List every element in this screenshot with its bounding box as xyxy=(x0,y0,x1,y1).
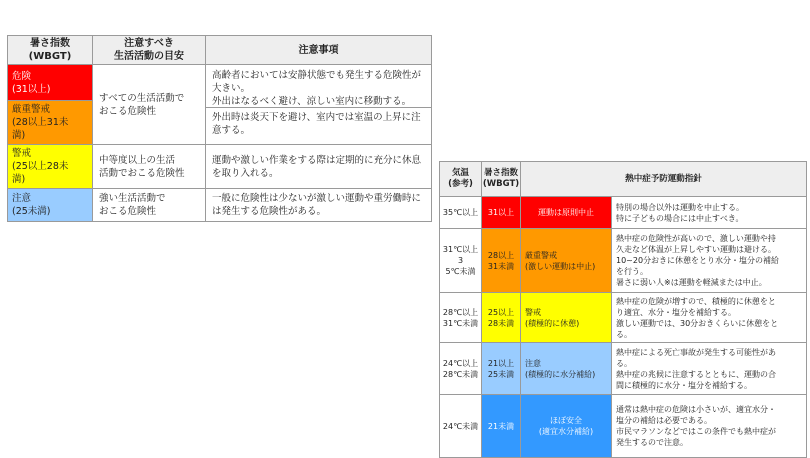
guideline-cell: 熱中症の危険性が高いので、激しい運動や持 久走など体温が上昇しやすい運動は避ける。 10~20分おきに休憩をとり水分・塩分の補給 を行う。 暑さに弱い人※は運動を軽減または中止。 xyxy=(612,229,807,293)
header-notes: 注意事項 xyxy=(206,36,432,65)
table-row xyxy=(440,395,807,458)
guideline-cell: 熱中症による死亡事故が発生する可能性があ る。 熱中症の兆候に注意するとともに、運動の合 間に積極的に水分・塩分を補給する。 xyxy=(612,343,807,395)
guideline-cell: 特別の場合以外は運動を中止する。 特に子どもの場合には中止すべき。 xyxy=(612,197,807,229)
table-row xyxy=(440,293,807,343)
wbgt-range-cell: 21以上 25未満 xyxy=(482,343,521,395)
wbgt-range-cell: 28以上 31未満 xyxy=(482,229,521,293)
wbgt-range-cell: 25以上 28未満 xyxy=(482,293,521,343)
table-header-row xyxy=(8,36,432,65)
level-cell: 警戒 (積極的に休憩) xyxy=(521,293,612,343)
temperature-cell: 28℃以上 31℃未満 xyxy=(440,293,482,343)
header-wbgt: 暑さ指数 (WBGT) xyxy=(482,162,521,197)
notes-danger: 高齢者においては安静状態でも発生する危険性が 大きい。 外出はなるべく避け、涼しい室内に移動する。 xyxy=(212,70,422,107)
table-row xyxy=(440,229,807,293)
header-guideline: 熱中症予防運動指針 xyxy=(521,162,807,197)
level-danger: 危険 (31以上) xyxy=(8,65,93,101)
temperature-cell: 31℃以上3 5℃未満 xyxy=(440,229,482,293)
level-cell: 運動は原則中止 xyxy=(521,197,612,229)
table-row xyxy=(8,65,432,101)
activity-moderate: 中等度以上の生活 活動でおこる危険性 xyxy=(93,145,206,189)
notes-warning: 運動や激しい作業をする際は定期的に充分に休息 を取り入れる。 xyxy=(206,145,432,189)
wbgt-range-cell: 31以上 xyxy=(482,197,521,229)
activity-strong: 強い生活活動で おこる危険性 xyxy=(93,189,206,222)
heatstroke-exercise-guideline-table xyxy=(439,161,807,458)
guideline-cell: 通常は熱中症の危険は小さいが、適宜水分・ 塩分の補給は必要である。 市民マラソンなどではこの条件でも熱中症が 発生するので注意。 xyxy=(612,395,807,458)
activity-all: すべての生活活動で おこる危険性 xyxy=(93,65,206,145)
level-cell: ほぼ安全 (適宜水分補給) xyxy=(521,395,612,458)
level-severe: 厳重警戒 (28以上31未 満) xyxy=(8,101,93,145)
level-cell: 注意 (積極的に水分補給) xyxy=(521,343,612,395)
wbgt-range-cell: 21未満 xyxy=(482,395,521,458)
header-wbgt: 暑さ指数 (WBGT) xyxy=(8,36,93,65)
temperature-cell: 24℃未満 xyxy=(440,395,482,458)
header-temp: 気温 (参考) xyxy=(440,162,482,197)
table-row xyxy=(8,145,432,189)
table-header-row xyxy=(440,162,807,197)
table-row xyxy=(440,197,807,229)
level-warning: 警戒 (25以上28未 満) xyxy=(8,145,93,189)
notes-danger-severe xyxy=(206,65,432,145)
notes-severe: 外出時は炎天下を避け、室内では室温の上昇に注 意する。 xyxy=(206,107,431,143)
wbgt-daily-life-table xyxy=(7,35,432,222)
level-caution: 注意 (25未満) xyxy=(8,189,93,222)
header-activity: 注意すべき 生活活動の目安 xyxy=(93,36,206,65)
temperature-cell: 35℃以上 xyxy=(440,197,482,229)
table-row xyxy=(8,189,432,222)
level-cell: 厳重警戒 (激しい運動は中止) xyxy=(521,229,612,293)
table-row xyxy=(440,343,807,395)
temperature-cell: 24℃以上 28℃未満 xyxy=(440,343,482,395)
notes-caution: 一般に危険性は少ないが激しい運動や重労働時に は発生する危険性がある。 xyxy=(206,189,432,222)
guideline-cell: 熱中症の危険が増すので、積極的に休憩をと り適宜、水分・塩分を補給する。 激しい運動では、30分おきくらいに休憩をと る。 xyxy=(612,293,807,343)
